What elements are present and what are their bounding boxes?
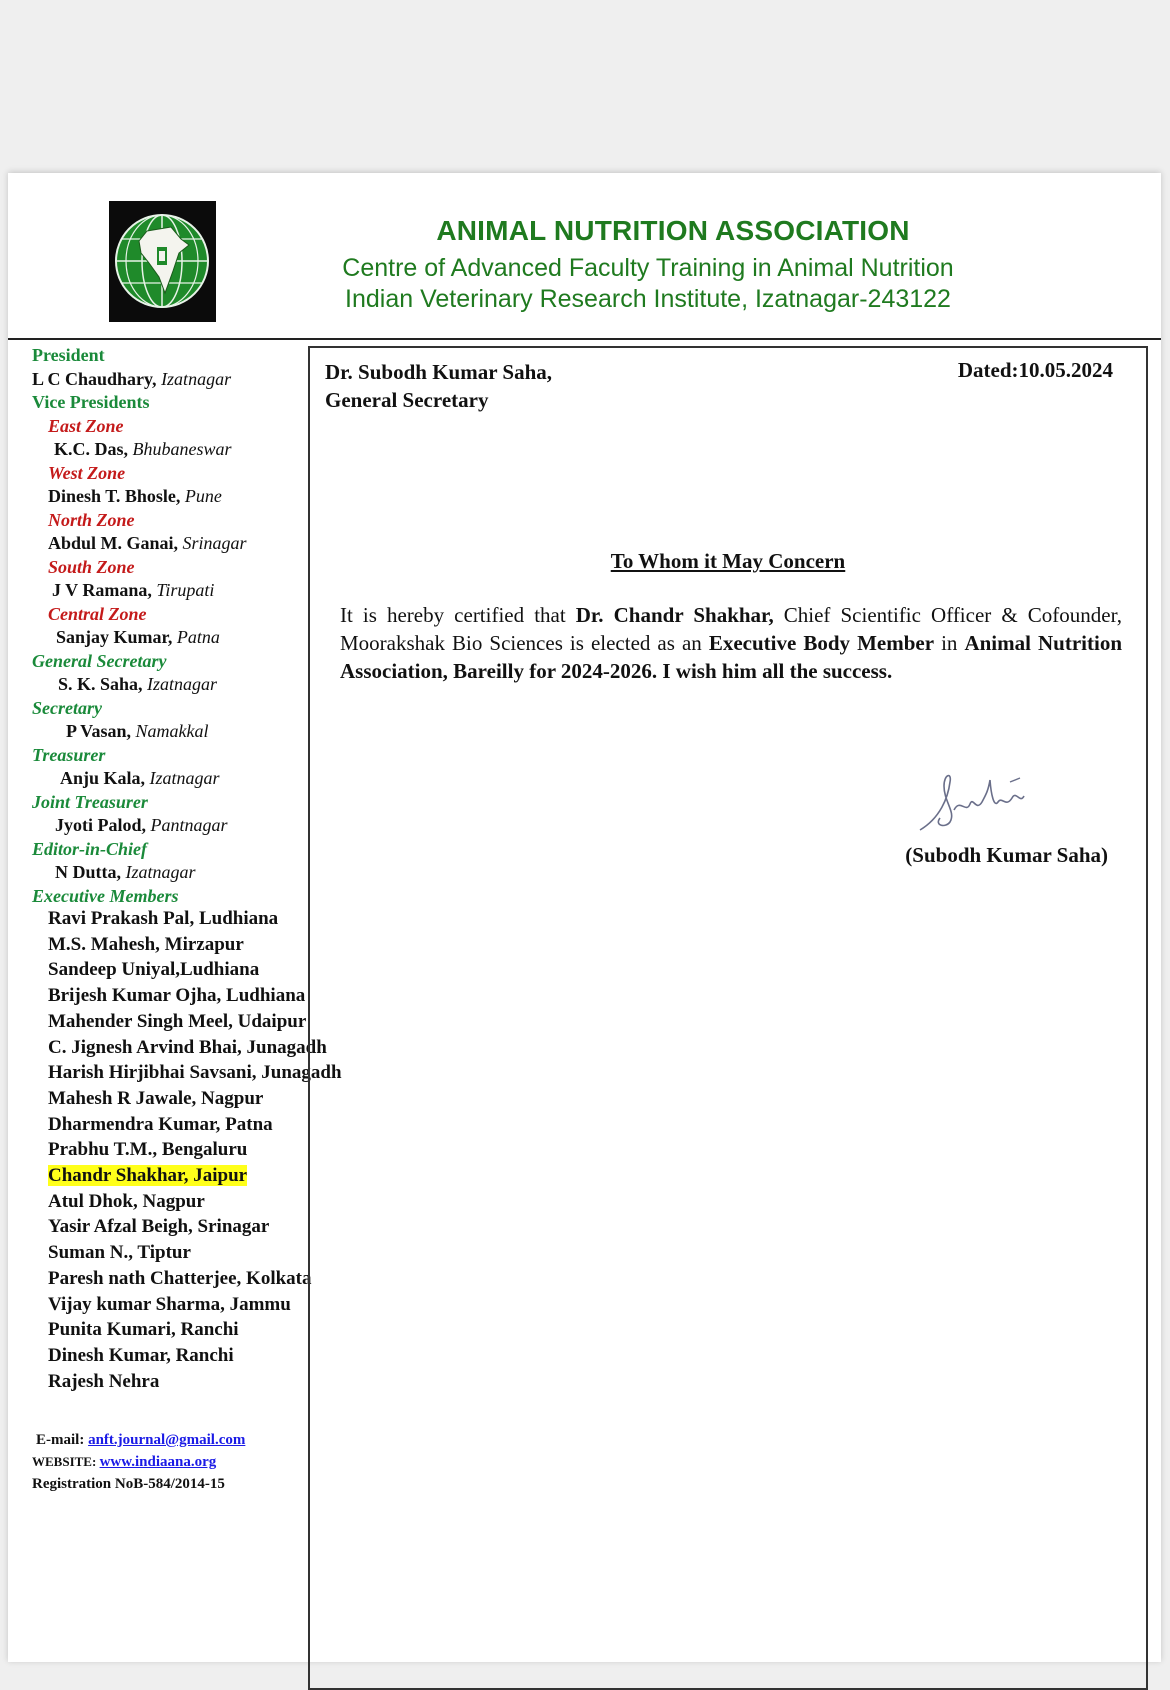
- email-label: E-mail:: [36, 1432, 85, 1448]
- website-link[interactable]: www.indiaana.org: [99, 1454, 217, 1470]
- editor-in-chief-person: [55, 860, 196, 885]
- person-name: Anju Kala,: [60, 768, 146, 788]
- highlight-mark: Chandr Shakhar, Jaipur: [48, 1165, 248, 1186]
- member-item: C. Jignesh Arvind Bhai, Junagadh: [48, 1036, 327, 1058]
- member-item: Sandeep Uniyal,Ludhiana: [48, 959, 260, 981]
- person-place: Namakkal: [135, 721, 209, 741]
- body-text-part: in: [934, 631, 965, 655]
- person-place: Tirupati: [156, 580, 215, 600]
- vice-presidents-label: Vice Presidents: [32, 392, 150, 412]
- email-link[interactable]: anft.journal@gmail.com: [88, 1432, 246, 1448]
- member-item: Mahender Singh Meel, Udaipur: [48, 1010, 307, 1032]
- person-name: K.C. Das,: [54, 439, 129, 459]
- body-text-part: Chief Scientific Officer & Cofounder, Moorakshak Bio Sciences is elected as an: [340, 603, 1122, 655]
- organization-subtitle-institute: Indian Veterinary Research Institute, Izatnagar-243122: [345, 285, 951, 313]
- zone-label-central: Central Zone: [48, 604, 147, 624]
- president-entry: [32, 367, 231, 392]
- zone-person-east: [54, 437, 232, 462]
- member-item: Mahesh R Jawale, Nagpur: [48, 1087, 264, 1109]
- member-item: Punita Kumari, Ranchi: [48, 1319, 239, 1341]
- sender-name: Dr. Subodh Kumar Saha,: [325, 360, 553, 384]
- joint-treasurer-label: Joint Treasurer: [32, 792, 148, 812]
- person-name: L C Chaudhary,: [32, 369, 157, 389]
- general-secretary-label: General Secretary: [32, 651, 167, 671]
- handwritten-signature: [910, 768, 1040, 838]
- person-place: Pune: [184, 486, 222, 506]
- zone-label-east: East Zone: [48, 416, 124, 436]
- website-line: [32, 1450, 216, 1475]
- letterhead-page: [8, 173, 1161, 1662]
- person-place: Izatnagar: [149, 768, 220, 788]
- person-name: S. K. Saha,: [58, 674, 143, 694]
- letter-body-box: [308, 346, 1148, 1690]
- member-item: M.S. Mahesh, Mirzapur: [48, 933, 244, 955]
- person-name: J V Ramana,: [52, 580, 152, 600]
- joint-treasurer-person: [55, 813, 228, 838]
- member-item-highlighted: [48, 1164, 247, 1189]
- zone-label-west: West Zone: [48, 463, 126, 483]
- person-place: Patna: [176, 627, 220, 647]
- person-name: Sanjay Kumar,: [56, 627, 173, 647]
- person-place: Izatnagar: [125, 862, 196, 882]
- person-place: Izatnagar: [161, 369, 232, 389]
- executive-members-list: [48, 907, 342, 1407]
- executive-members-label: Executive Members: [32, 886, 179, 906]
- member-item: Vijay kumar Sharma, Jammu: [48, 1293, 291, 1315]
- zone-person-south: [52, 578, 214, 603]
- signatory-name: (Subodh Kumar Saha): [905, 843, 1108, 867]
- organization-title: ANIMAL NUTRITION ASSOCIATION: [436, 215, 910, 246]
- member-item: Dharmendra Kumar, Patna: [48, 1113, 273, 1135]
- association-term-text: Animal Nutrition Association, Bareilly for 2024-2026. I wish him all the success.: [340, 631, 1122, 683]
- treasurer-label: Treasurer: [32, 745, 106, 765]
- sender-block: [325, 358, 552, 414]
- member-item: Prabhu T.M., Bengaluru: [48, 1139, 248, 1161]
- treasurer-person: [60, 766, 220, 791]
- globe-map-emblem-icon: [109, 201, 216, 322]
- elected-role: Executive Body Member: [708, 631, 935, 655]
- member-item: Dinesh Kumar, Ranchi: [48, 1344, 234, 1366]
- member-item: Rajesh Nehra: [48, 1370, 160, 1392]
- zone-label-north: North Zone: [48, 510, 135, 530]
- person-name: N Dutta,: [55, 862, 121, 882]
- person-place: Izatnagar: [147, 674, 218, 694]
- body-text-part: It is hereby certified that: [340, 603, 576, 627]
- association-logo: [109, 201, 216, 322]
- zone-label-south: South Zone: [48, 557, 135, 577]
- zone-person-west: [48, 484, 222, 509]
- member-item: Ravi Prakash Pal, Ludhiana: [48, 908, 279, 929]
- president-label: President: [32, 345, 105, 365]
- member-item: Paresh nath Chatterjee, Kolkata: [48, 1267, 312, 1289]
- person-name: Dinesh T. Bhosle,: [48, 486, 181, 506]
- person-name: P Vasan,: [66, 721, 132, 741]
- member-item: Suman N., Tiptur: [48, 1242, 191, 1264]
- general-secretary-person: [58, 672, 217, 697]
- letter-subject: To Whom it May Concern: [610, 549, 846, 573]
- letter-date: Dated:10.05.2024: [957, 358, 1113, 382]
- zone-person-central: [56, 625, 220, 650]
- secretary-person: [66, 719, 209, 744]
- organization-subtitle-centre: Centre of Advanced Faculty Training in Animal Nutrition: [342, 254, 954, 282]
- member-item: Harish Hirjibhai Savsani, Junagadh: [48, 1062, 342, 1084]
- person-place: Bhubaneswar: [132, 439, 232, 459]
- person-name: Abdul M. Ganai,: [48, 533, 179, 553]
- secretary-label: Secretary: [32, 698, 102, 718]
- registration-number: Registration NoB-584/2014-15: [32, 1476, 225, 1492]
- certified-person-name: Dr. Chandr Shakhar,: [575, 603, 774, 627]
- email-line: [36, 1428, 245, 1453]
- person-place: Srinagar: [182, 533, 247, 553]
- website-label: WEBSITE:: [32, 1454, 97, 1469]
- header-divider: [8, 338, 1161, 340]
- person-place: Pantnagar: [150, 815, 228, 835]
- sender-title: General Secretary: [325, 388, 489, 412]
- member-item: Brijesh Kumar Ojha, Ludhiana: [48, 985, 306, 1007]
- certificate-text: [340, 601, 1122, 685]
- person-name: Jyoti Palod,: [55, 815, 147, 835]
- member-item: Yasir Afzal Beigh, Srinagar: [48, 1216, 270, 1238]
- member-item: Atul Dhok, Nagpur: [48, 1190, 205, 1212]
- zone-person-north: [48, 531, 247, 556]
- editor-in-chief-label: Editor-in-Chief: [32, 839, 148, 859]
